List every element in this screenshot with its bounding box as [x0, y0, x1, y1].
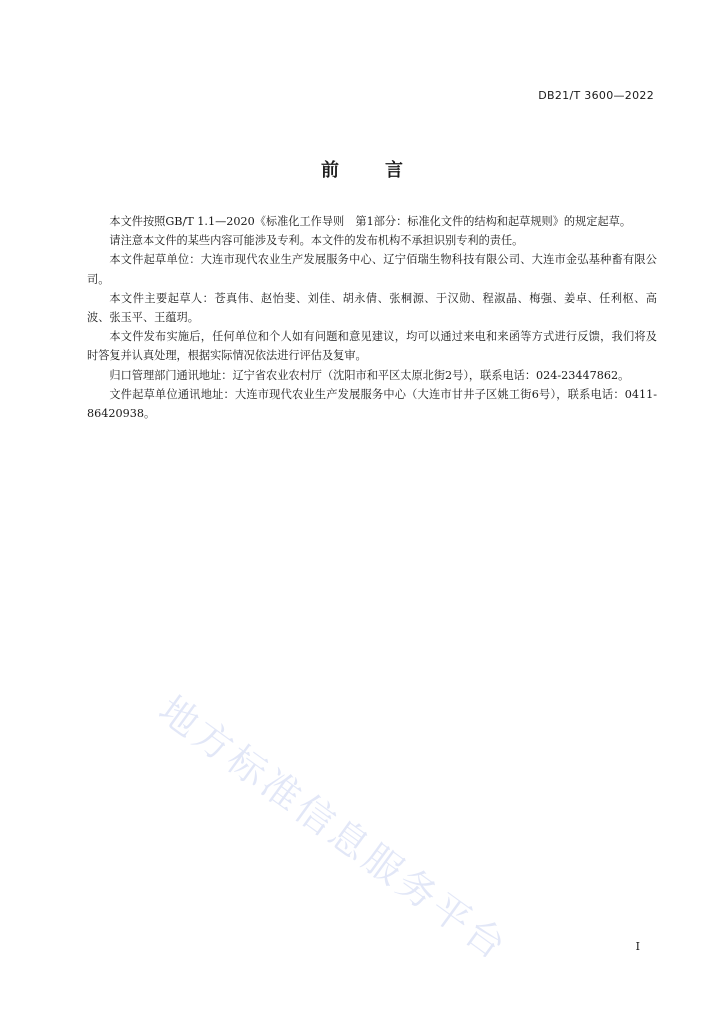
foreword-body — [87, 212, 657, 423]
document-code: DB21/T 3600—2022 — [538, 89, 654, 102]
page-number: I — [635, 940, 640, 953]
page-title: 前言 — [321, 160, 449, 181]
paragraph-drafting-units: 本文件起草单位：大连市现代农业生产发展服务中心、辽宁佰瑞生物科技有限公司、大连市金弘基种畜有限公司。 — [87, 253, 657, 286]
watermark: 地方标准信息服务平台 — [150, 687, 517, 970]
paragraph-authority-address: 归口管理部门通讯地址：辽宁省农业农村厅（沈阳市和平区太原北街2号），联系电话：024-23447862。 — [109, 368, 630, 382]
paragraph-patent-notice: 请注意本文件的某些内容可能涉及专利。本文件的发布机构不承担识别专利的责任。 — [109, 234, 524, 248]
paragraph-drafting-rules: 本文件按照GB/T 1.1—2020《标准化工作导则 第1部分：标准化文件的结构和起草规则》的规定起草。 — [109, 215, 632, 228]
paragraph-main-drafters: 本文件主要起草人：苍真伟、赵怡斐、刘佳、胡永倩、张桐源、于汉勋、程淑晶、梅强、姜卓、任利枢、高波、张玉平、王蕴玥。 — [87, 291, 657, 325]
paragraph-drafter-address: 文件起草单位通讯地址：大连市现代农业生产发展服务中心（大连市甘井子区姚工街6号），联系电话：0411-86420938。 — [87, 387, 657, 421]
paragraph-feedback: 本文件发布实施后，任何单位和个人如有问题和意见建议，均可以通过来电和来函等方式进行反馈，我们将及时答复并认真处理，根据实际情况依法进行评估及复审。 — [87, 330, 657, 363]
